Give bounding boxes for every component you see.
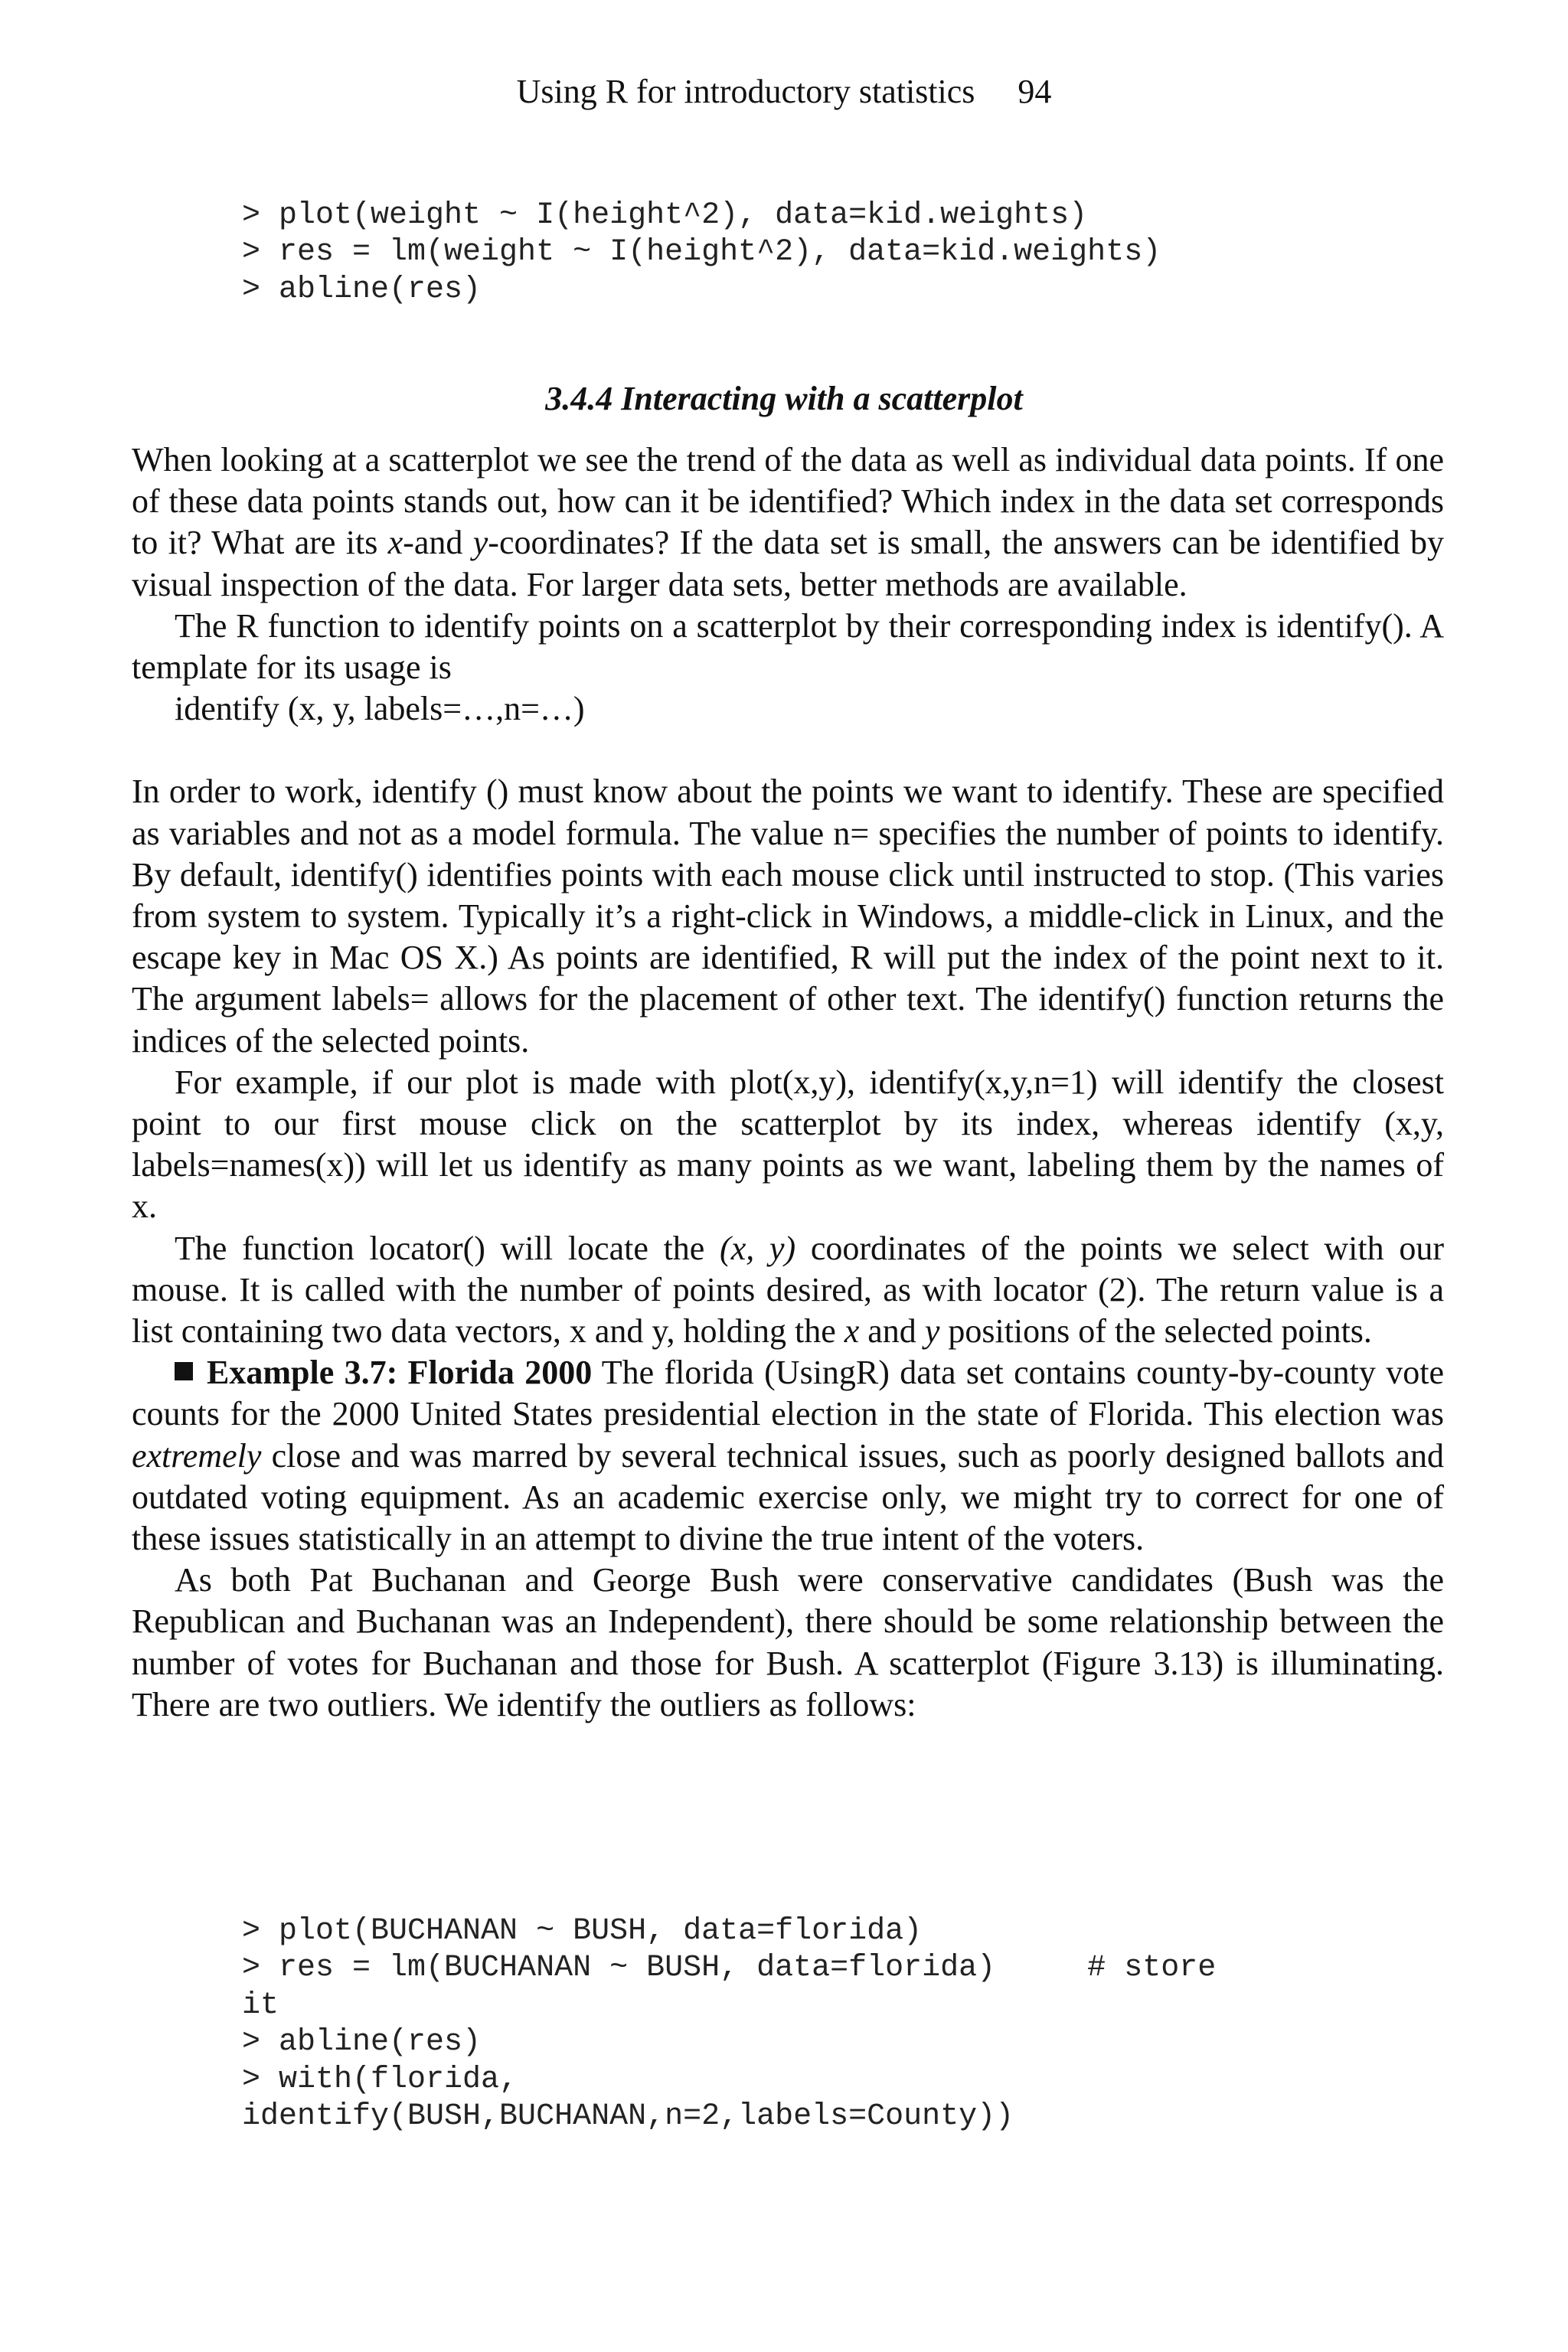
code-line: > res = lm(weight ~ I(height^2), data=kid.weights) (242, 235, 1161, 270)
paragraph-intro: When looking at a scatterplot we see the trend of the data as well as individual data points. If one of these data points stands out, how can it be identified? Which index in the data set corresponds to it? What are its x-and y-coordinates? If the data set is small, the answers can be identified by visual inspection of the data. For larger data sets, better methods are available. (132, 441, 1444, 603)
code-line: > plot(BUCHANAN ~ BUSH, data=florida) (242, 1914, 923, 1949)
code-line: > with(florida, (242, 2062, 518, 2097)
square-bullet-icon (175, 1362, 193, 1380)
paragraph-example-florida: Example 3.7: Florida 2000 The florida (UsingR) data set contains county-by-county vote counts for the 2000 United States presidential election in the state of Florida. This election was extremely close and was marred by several technical issues, such as poorly designed ballots and outdated voting equipment. As an academic exercise only, we might try to correct for one of these issues statistically in an attempt to divine the true intent of the voters. (132, 1354, 1445, 1558)
code-line: > plot(weight ~ I(height^2), data=kid.weights) (242, 198, 1088, 233)
running-header-title: Using R for introductory statistics (516, 73, 975, 110)
running-header (0, 70, 1568, 113)
code-line: > res = lm(BUCHANAN ~ BUSH, data=florida) # store (242, 1951, 1217, 1986)
body-text (132, 439, 1444, 1726)
code-line: > abline(res) (242, 2025, 482, 2060)
identify-template: identify (x, y, labels=…,n=…) (175, 690, 585, 728)
page-number: 94 (1018, 73, 1052, 110)
code-line: identify(BUSH,BUCHANAN,n=2,labels=County)) (242, 2099, 1014, 2135)
code-block-florida (242, 1913, 1216, 2135)
paragraph-buchanan-bush: As both Pat Buchanan and George Bush were conservative candidates (Bush was the Republican and Buchanan was an Independent), there should be some relationship between the number of votes for Buchanan and those for Bush. A scatterplot (Figure 3.13) is illuminating. There are two outliers. We identify the outliers as follows: (132, 1561, 1444, 1723)
paragraph-locator: The function locator() will locate the (x, y) coordinates of the points we select with our mouse. It is called with the number of points desired, as with locator (2). The return value is a list containing two data vectors, x and y, holding the x and y positions of the selected points. (132, 1229, 1444, 1351)
code-line: it (242, 1988, 279, 2023)
paragraph-identify-example: For example, if our plot is made with plot(x,y), identify(x,y,n=1) will identify the closest point to our first mouse click on the scatterplot by its index, whereas identify (x,y, labels=names(x)) will let us identify as many points as we want, labeling them by the names of x. (132, 1063, 1444, 1226)
example-label: Example 3.7: Florida 2000 (207, 1354, 593, 1392)
code-block-kid-weights (242, 198, 1161, 309)
section-heading: 3.4.4 Interacting with a scatterplot (545, 380, 1023, 417)
code-line: > abline(res) (242, 272, 482, 307)
paragraph-identify-function: The R function to identify points on a scatterplot by their corresponding index is identify(). A template for its usage is (132, 606, 1444, 687)
paragraph-identify-details: In order to work, identify () must know about the points we want to identify. These are specified as variables and not as a model formula. The value n= specifies the number of points to identify. By default, identify() identifies points with each mouse click until instructed to stop. (This varies from system to system. Typically it’s a right-click in Windows, a middle-click in Linux, and the escape key in Mac OS X.) As points are identified, R will put the index of the point next to it. The argument labels= allows for the placement of other text. The identify() function returns the indices of the selected points. (132, 773, 1444, 1060)
